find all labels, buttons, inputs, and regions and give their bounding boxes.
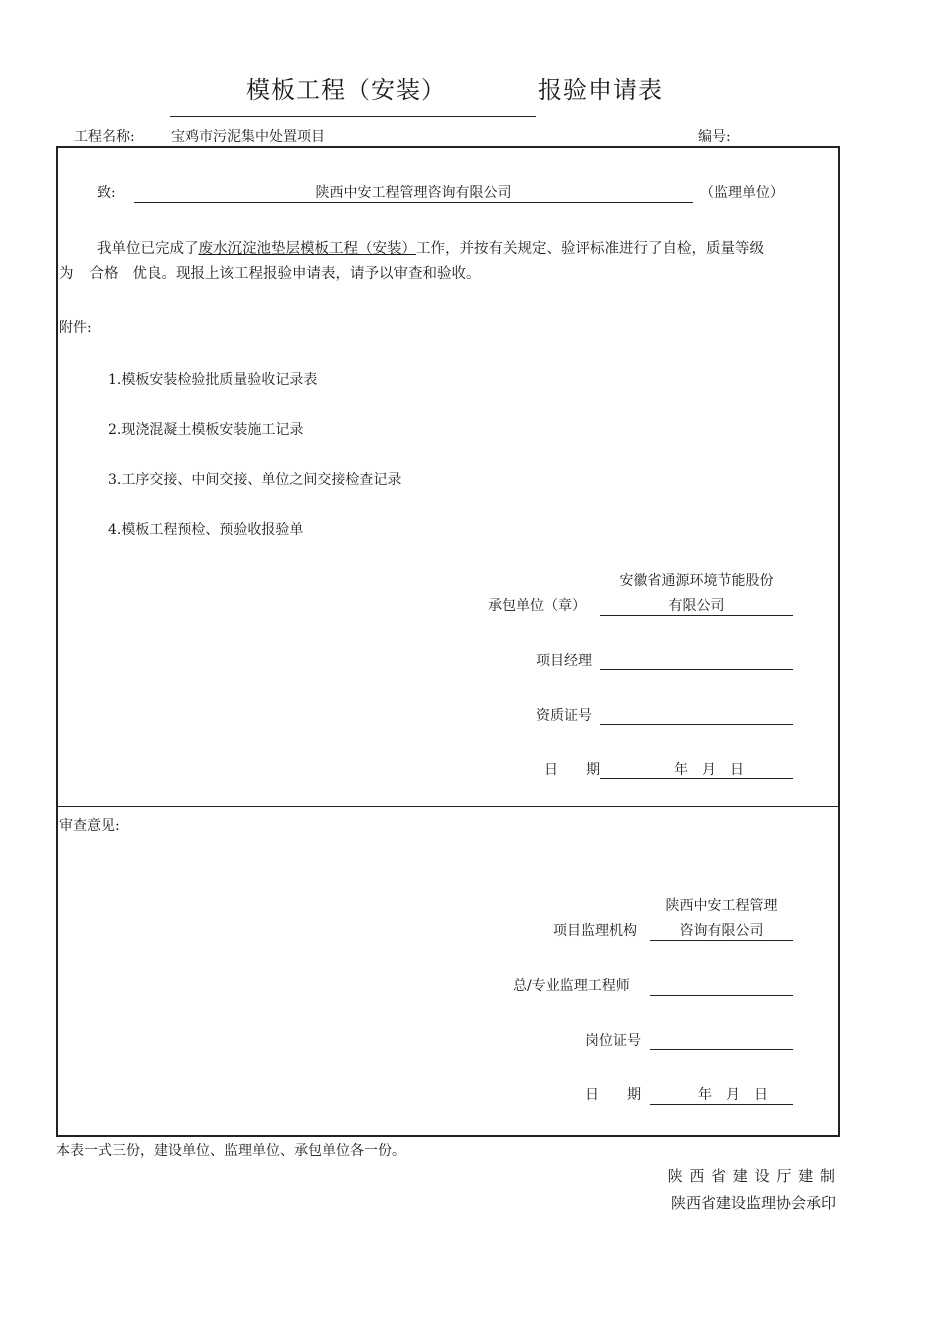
- form-title-part2: 报验申请表: [538, 76, 663, 104]
- section-divider: [56, 806, 838, 807]
- contractor-date-label: 日 期: [544, 762, 600, 778]
- manager-label: 项目经理: [536, 653, 592, 669]
- footer-printer: 陕西省建设监理协会承印: [670, 1194, 836, 1212]
- attachment-item: 1.模板安装检验批质量验收记录表: [108, 372, 318, 388]
- review-org-line1: 陕西中安工程管理: [665, 898, 778, 914]
- post-cert-label: 岗位证号: [585, 1033, 641, 1049]
- cert-underline: [600, 724, 793, 725]
- review-date-value: 年 月 日: [698, 1087, 768, 1103]
- supervisor-role: （监理单位）: [700, 185, 784, 201]
- statement-suffix: 工作，并按有关规定、验评标准进行了自检，质量等级: [416, 241, 764, 257]
- cert-label: 资质证号: [536, 708, 592, 724]
- review-org-underline: [650, 940, 793, 941]
- attachment-item: 3.工序交接、中间交接、单位之间交接检查记录: [108, 472, 402, 488]
- title-underline: [170, 116, 536, 117]
- review-date-label: 日 期: [585, 1087, 641, 1103]
- footer-note: 本表一式三份，建设单位、监理单位、承包单位各一份。: [56, 1143, 406, 1159]
- contractor-unit-label: 承包单位（章）: [488, 598, 586, 614]
- work-name: 废水沉淀池垫层模板工程（安装）: [198, 241, 416, 257]
- contractor-unit-underline: [600, 615, 793, 616]
- statement-line1: [97, 237, 764, 258]
- engineer-label: 总/专业监理工程师: [513, 978, 630, 994]
- project-name-label: 工程名称:: [74, 129, 135, 145]
- supervisor-org: 陕西中安工程管理咨询有限公司: [315, 185, 512, 201]
- statement-line2-b: 。现报上该工程报验申请表，请予以审查和验收。: [161, 266, 481, 282]
- statement-line2-a: 为: [59, 266, 74, 282]
- contractor-name-line1: 安徽省通源环境节能股份: [619, 573, 774, 589]
- statement-line2: [59, 262, 481, 283]
- review-label: 审查意见:: [59, 818, 120, 834]
- grade-qualified: 合格: [89, 266, 119, 282]
- contractor-name-line2: 有限公司: [668, 598, 725, 614]
- attachment-item: 4.模板工程预检、预验收报验单: [108, 522, 304, 538]
- post-cert-underline: [650, 1049, 793, 1050]
- project-name-value: 宝鸡市污泥集中处置项目: [171, 129, 325, 145]
- attachments-label: 附件:: [59, 320, 92, 336]
- grade-excellent: 优良: [132, 266, 162, 282]
- attachment-item: 2.现浇混凝土模板安装施工记录: [108, 422, 304, 438]
- to-label: 致:: [97, 185, 116, 201]
- contractor-date-underline: [600, 778, 793, 779]
- form-title-part1: 模板工程（安装）: [246, 76, 446, 104]
- statement-prefix: 我单位已完成了: [97, 241, 199, 257]
- review-org-label: 项目监理机构: [553, 923, 637, 939]
- contractor-date-value: 年 月 日: [674, 762, 744, 778]
- review-org-line2: 咨询有限公司: [679, 923, 764, 939]
- number-label: 编号:: [698, 129, 731, 145]
- supervisor-org-underline: [134, 202, 693, 203]
- footer-maker: 陕 西 省 建 设 厅 建 制: [667, 1167, 836, 1185]
- manager-underline: [600, 669, 793, 670]
- engineer-underline: [650, 995, 793, 996]
- form-box: [56, 146, 840, 1137]
- review-date-underline: [650, 1104, 793, 1105]
